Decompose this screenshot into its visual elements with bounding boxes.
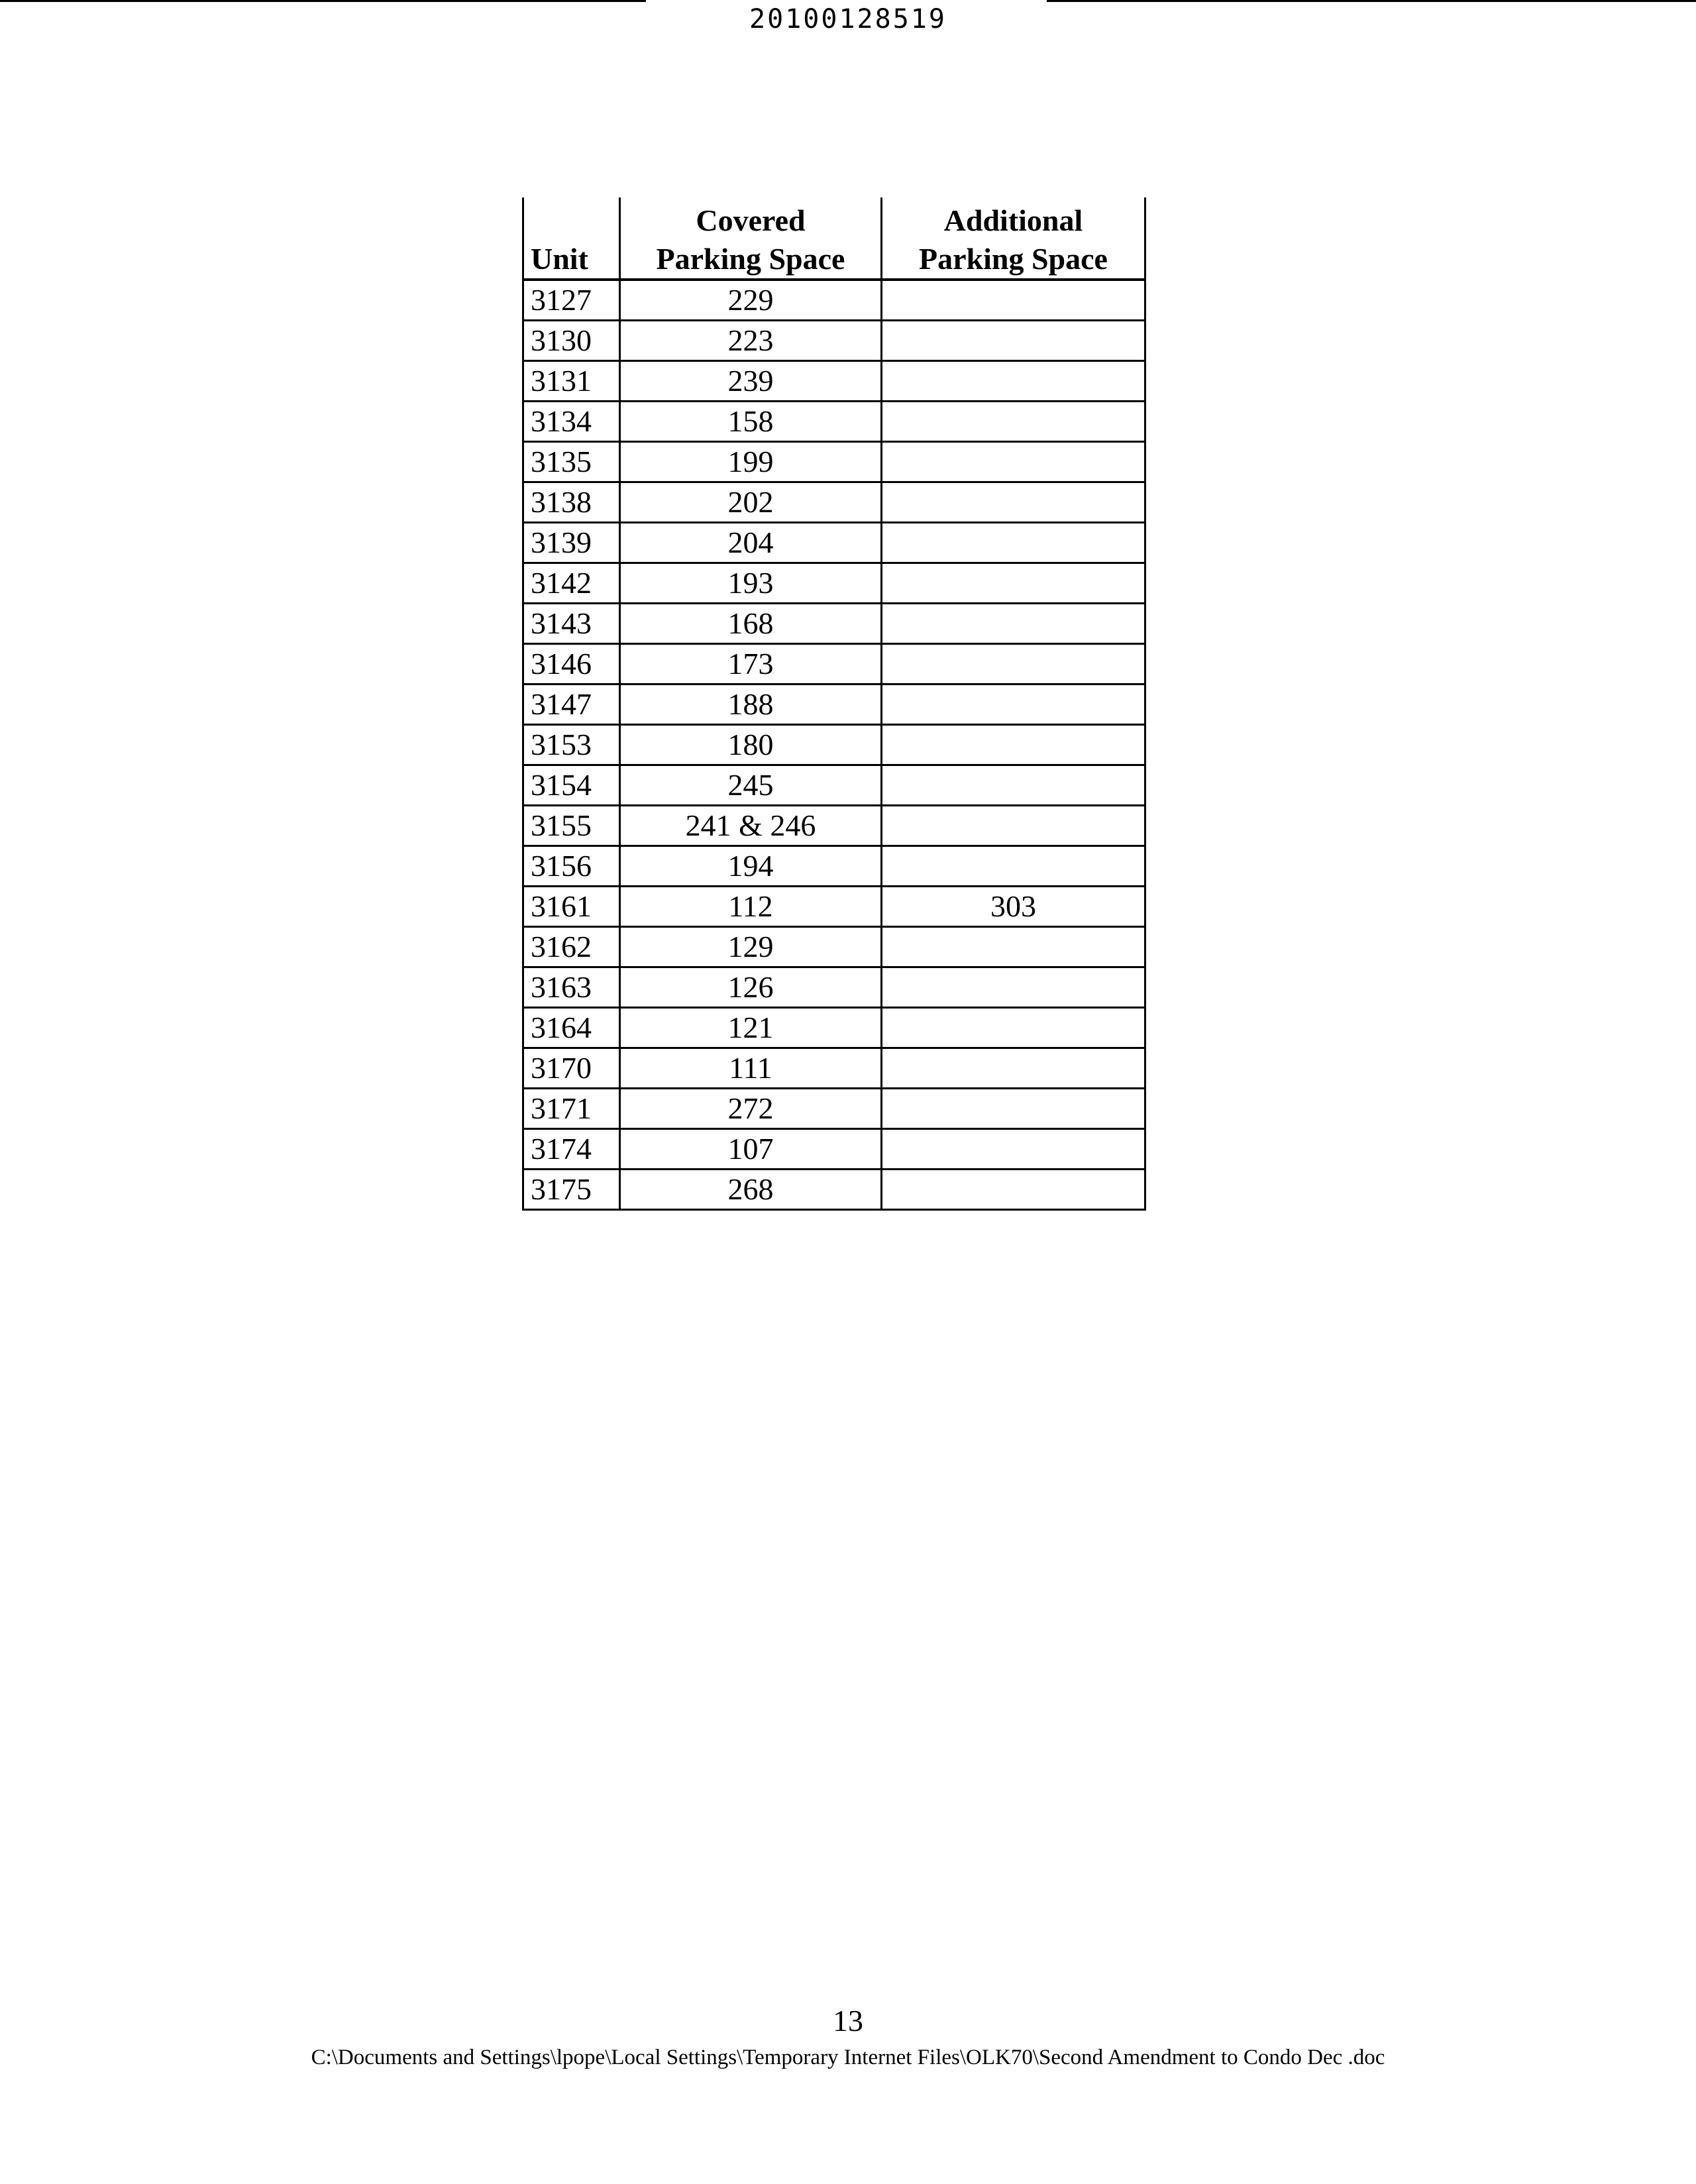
table-row — [523, 644, 1145, 684]
table-row — [523, 321, 1145, 361]
covered-parking-cell: 241 & 246 — [620, 806, 882, 846]
table-row — [523, 1048, 1145, 1089]
table-row — [523, 280, 1145, 321]
additional-parking-cell — [882, 684, 1145, 725]
unit-column-header — [523, 197, 620, 280]
table-row — [523, 1008, 1145, 1048]
additional-parking-cell — [882, 927, 1145, 967]
table-row — [523, 927, 1145, 967]
table-row — [523, 482, 1145, 523]
document-number: 20100128519 — [749, 4, 947, 34]
unit-cell: 3154 — [523, 765, 620, 806]
covered-parking-cell: 194 — [620, 846, 882, 887]
covered-parking-cell: 245 — [620, 765, 882, 806]
unit-cell: 3170 — [523, 1048, 620, 1089]
additional-parking-cell — [882, 523, 1145, 563]
unit-cell: 3153 — [523, 725, 620, 765]
table-row — [523, 1129, 1145, 1170]
additional-parking-cell — [882, 1170, 1145, 1210]
table-header-row — [523, 197, 1145, 280]
unit-cell: 3143 — [523, 604, 620, 644]
unit-cell: 3175 — [523, 1170, 620, 1210]
table-row — [523, 725, 1145, 765]
table-row — [523, 967, 1145, 1008]
table-row — [523, 1089, 1145, 1129]
additional-parking-cell — [882, 563, 1145, 604]
table-row — [523, 684, 1145, 725]
parking-table — [522, 197, 1146, 1211]
table-row — [523, 523, 1145, 563]
table-row — [523, 402, 1145, 442]
table-row — [523, 846, 1145, 887]
unit-cell: 3162 — [523, 927, 620, 967]
covered-parking-cell: 272 — [620, 1089, 882, 1129]
covered-parking-cell: 202 — [620, 482, 882, 523]
table-body — [523, 280, 1145, 1210]
covered-header-line1: Covered — [696, 203, 806, 237]
table-row — [523, 442, 1145, 482]
covered-parking-cell: 180 — [620, 725, 882, 765]
covered-parking-cell: 193 — [620, 563, 882, 604]
additional-parking-cell — [882, 321, 1145, 361]
covered-parking-cell: 112 — [620, 887, 882, 927]
covered-parking-cell: 107 — [620, 1129, 882, 1170]
additional-parking-cell — [882, 846, 1145, 887]
covered-parking-cell: 204 — [620, 523, 882, 563]
additional-parking-cell — [882, 644, 1145, 684]
covered-parking-cell: 188 — [620, 684, 882, 725]
covered-parking-cell: 168 — [620, 604, 882, 644]
additional-parking-cell — [882, 806, 1145, 846]
unit-cell: 3146 — [523, 644, 620, 684]
unit-cell: 3163 — [523, 967, 620, 1008]
unit-cell: 3127 — [523, 280, 620, 321]
table-row — [523, 1170, 1145, 1210]
unit-cell: 3131 — [523, 361, 620, 402]
page-number: 13 — [833, 2004, 863, 2038]
additional-parking-cell — [882, 482, 1145, 523]
unit-cell: 3135 — [523, 442, 620, 482]
unit-cell: 3134 — [523, 402, 620, 442]
additional-parking-cell — [882, 280, 1145, 321]
covered-parking-cell: 223 — [620, 321, 882, 361]
covered-parking-cell: 229 — [620, 280, 882, 321]
covered-parking-cell: 173 — [620, 644, 882, 684]
covered-parking-cell: 126 — [620, 967, 882, 1008]
additional-parking-cell — [882, 442, 1145, 482]
unit-cell: 3174 — [523, 1129, 620, 1170]
covered-parking-cell: 129 — [620, 927, 882, 967]
table-row — [523, 361, 1145, 402]
table-row — [523, 887, 1145, 927]
table-row — [523, 604, 1145, 644]
additional-parking-cell — [882, 1048, 1145, 1089]
covered-parking-cell: 239 — [620, 361, 882, 402]
unit-cell: 3147 — [523, 684, 620, 725]
additional-parking-cell — [882, 1129, 1145, 1170]
covered-header-line2: Parking Space — [656, 242, 845, 276]
file-path: C:\Documents and Settings\lpope\Local Settings\Temporary Internet Files\OLK70\Second Amendment to Condo Dec .doc — [311, 2046, 1385, 2069]
unit-cell: 3139 — [523, 523, 620, 563]
additional-parking-cell — [882, 967, 1145, 1008]
additional-column-header — [882, 197, 1145, 280]
covered-parking-cell: 121 — [620, 1008, 882, 1048]
table-row — [523, 563, 1145, 604]
table-row — [523, 806, 1145, 846]
unit-cell: 3156 — [523, 846, 620, 887]
unit-cell: 3142 — [523, 563, 620, 604]
table-row — [523, 765, 1145, 806]
additional-parking-cell — [882, 402, 1145, 442]
covered-parking-cell: 111 — [620, 1048, 882, 1089]
additional-header-line1: Additional — [943, 203, 1083, 237]
additional-parking-cell — [882, 725, 1145, 765]
unit-cell: 3155 — [523, 806, 620, 846]
additional-parking-cell — [882, 604, 1145, 644]
covered-column-header — [620, 197, 882, 280]
unit-header-line2: Unit — [531, 242, 588, 276]
unit-cell: 3164 — [523, 1008, 620, 1048]
additional-parking-cell — [882, 361, 1145, 402]
unit-cell: 3130 — [523, 321, 620, 361]
additional-parking-cell — [882, 1008, 1145, 1048]
covered-parking-cell: 268 — [620, 1170, 882, 1210]
covered-parking-cell: 158 — [620, 402, 882, 442]
additional-parking-cell: 303 — [882, 887, 1145, 927]
additional-header-line2: Parking Space — [919, 242, 1108, 276]
covered-parking-cell: 199 — [620, 442, 882, 482]
additional-parking-cell — [882, 1089, 1145, 1129]
unit-cell: 3171 — [523, 1089, 620, 1129]
unit-cell: 3138 — [523, 482, 620, 523]
additional-parking-cell — [882, 765, 1145, 806]
unit-cell: 3161 — [523, 887, 620, 927]
